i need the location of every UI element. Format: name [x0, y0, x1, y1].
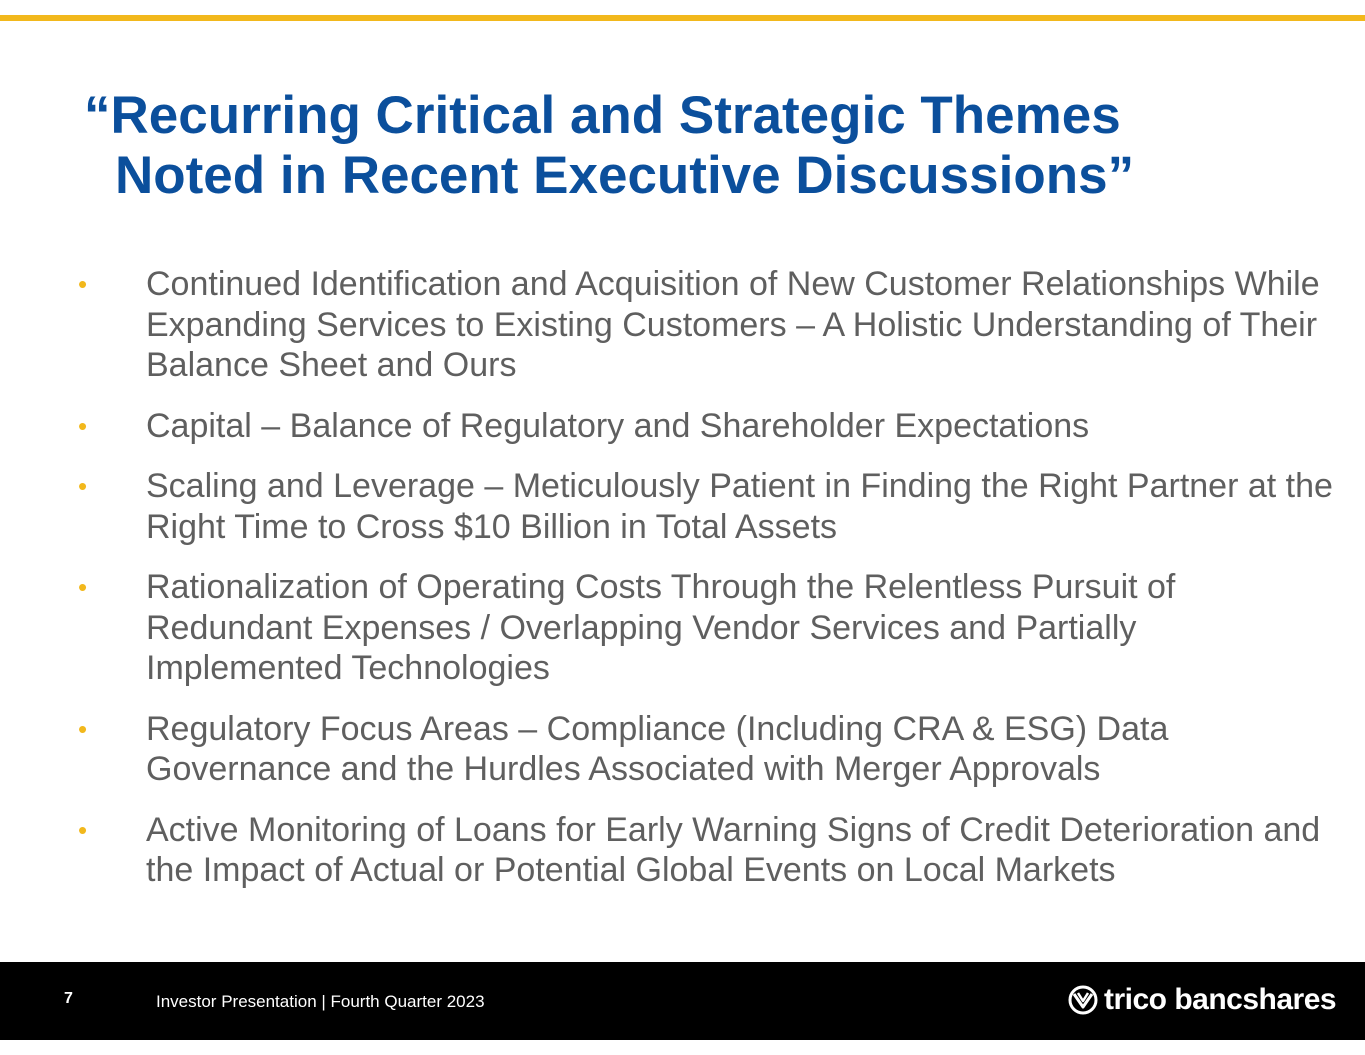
bullet-icon: •	[78, 572, 88, 602]
footer-bar	[0, 962, 1365, 1040]
bullet-text: Regulatory Focus Areas – Compliance (Including CRA & ESG) Data Governance and the Hurdles Associated with Merger Approvals	[146, 709, 1169, 788]
company-logo	[1068, 982, 1336, 1018]
bullet-icon: •	[78, 269, 88, 299]
title-line-2: Noted in Recent Executive Discussions”	[115, 146, 1135, 205]
bullet-list	[78, 264, 1338, 911]
bullet-text: Scaling and Leverage – Meticulously Patient in Finding the Right Partner at the Right Time to Cross $10 Billion in Total Assets	[146, 467, 1333, 546]
bullet-item	[78, 466, 1338, 547]
bullet-item	[78, 567, 1338, 689]
bullet-text: Rationalization of Operating Costs Through the Relentless Pursuit of Redundant Expenses / Overlapping Vendor Services and Partially Implemented Technologies	[146, 568, 1176, 687]
footer-caption: Investor Presentation | Fourth Quarter 2023	[156, 992, 485, 1011]
top-accent-rule	[0, 15, 1365, 21]
bullet-item	[78, 406, 1338, 447]
title-line-1: “Recurring Critical and Strategic Themes	[84, 86, 1121, 145]
bullet-icon: •	[78, 471, 88, 501]
page-number: 7	[64, 990, 73, 1007]
trico-logo-icon	[1068, 985, 1098, 1015]
bullet-icon: •	[78, 410, 88, 441]
bullet-item	[78, 709, 1338, 790]
bullet-icon: •	[78, 713, 88, 744]
bullet-text: Continued Identification and Acquisition of New Customer Relationships While Expanding Services to Existing Customers – A Holistic Understanding of Their Balance Sheet and Ours	[146, 265, 1320, 384]
bullet-text: Active Monitoring of Loans for Early Warning Signs of Credit Deterioration and the Impact of Actual or Potential Global Events on Local Markets	[146, 810, 1321, 889]
bullet-text: Capital – Balance of Regulatory and Shareholder Expectations	[146, 406, 1090, 445]
bullet-icon: •	[78, 814, 88, 845]
logo-wordmark: trico bancshares	[1104, 983, 1337, 1016]
bullet-item	[78, 810, 1338, 891]
slide-title	[84, 86, 1284, 206]
bullet-item	[78, 264, 1338, 386]
